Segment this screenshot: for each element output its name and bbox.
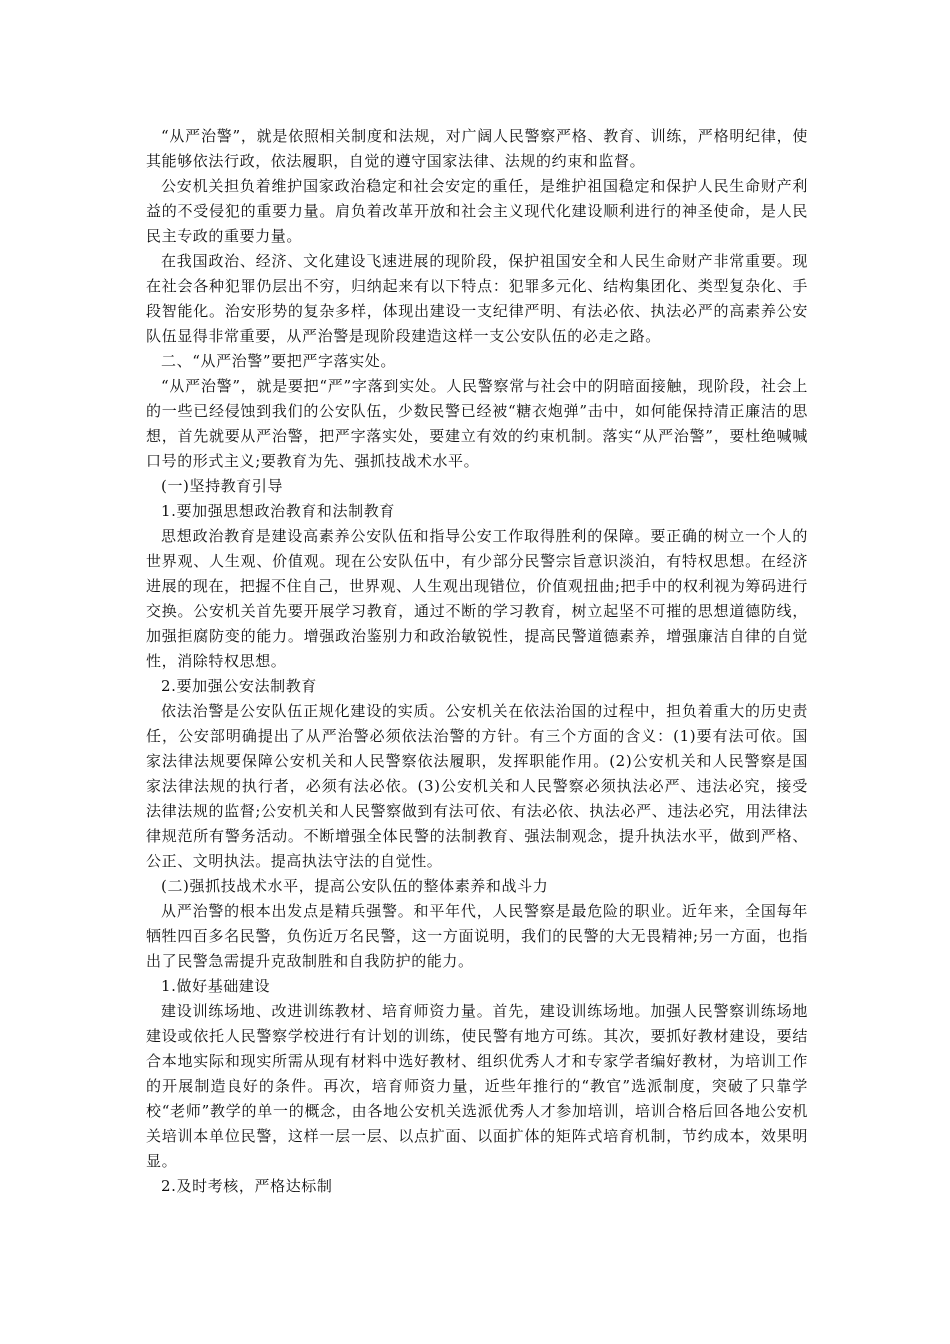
paragraph-strictness: “从严治警”，就是要把“严”字落到实处。人民警察常与社会中的阴暗面接触，现阶段，社会上的一些已经侵蚀到我们的公安队伍，少数民警已经被“糖衣炮弹”击中，如何能保持清正廉洁的思想，首先就要从严治警，把严字落实处，要建立有效的约束机制。落实“从严治警”，要杜绝喊喊口号的形式主义;要教育为先、强抓技战术水平。 — [146, 377, 808, 470]
item-heading-1-2: 2.要加强公安法制教育 — [161, 677, 317, 695]
section-heading-2: 二、“从严治警”要把严字落实处。 — [161, 352, 396, 370]
subsection-heading-2: (二)强抓技战术水平，提高公安队伍的整体素养和战斗力 — [161, 877, 549, 895]
paragraph-political-education: 思想政治教育是建设高素养公安队伍和指导公安工作取得胜利的保障。要正确的树立一个人的世界观、人生观、价值观。现在公安队伍中，有少部分民警宗旨意识淡泊，有特权思想。在经济进展的现在，把握不住自己，世界观、人生观出现错位，价值观扭曲;把手中的权利视为筹码进行交换。公安机关首先要开展学习教育，通过不断的学习教育，树立起坚不可摧的思想道德防线，加强拒腐防变的能力。增强政治鉴别力和政治敏锐性，提高民警道德素养，增强廉洁自律的自觉性，消除特权思想。 — [146, 527, 808, 670]
subsection-heading-1: (一)坚持教育引导 — [161, 477, 284, 495]
item-heading-2-1: 1.做好基础建设 — [161, 977, 271, 995]
paragraph-elite-police: 从严治警的根本出发点是精兵强警。和平年代，人民警察是最危险的职业。近年来，全国每年牺牲四百多名民警，负伤近万名民警，这一方面说明，我们的民警的大无畏精神;另一方面，也指出了民警急需提升克敌制胜和自我防护的能力。 — [146, 902, 808, 970]
item-heading-1-1: 1.要加强思想政治教育和法制教育 — [161, 502, 395, 520]
document-page — [146, 124, 808, 1199]
paragraph-infrastructure: 建设训练场地、改进训练教材、培育师资力量。首先，建设训练场地。加强人民警察训练场地建设或依托人民警察学校进行有计划的训练，使民警有地方可练。其次，要抓好教材建设，要结合本地实际和现实所需从现有材料中选好教材、组织优秀人才和专家学者编好教材，为培训工作的开展制造良好的条件。再次，培育师资力量，近些年推行的“教官”选派制度，突破了只靠学校“老师”教学的单一的概念，由各地公安机关选派优秀人才参加培训，培训合格后回各地公安机关培训本单位民警，这样一层一层、以点扩面、以面扩体的矩阵式培育机制，节约成本，效果明显。 — [146, 1002, 808, 1170]
paragraph-public-security-role: 公安机关担负着维护国家政治稳定和社会安定的重任，是维护祖国稳定和保护人民生命财产利益的不受侵犯的重要力量。肩负着改革开放和社会主义现代化建设顺利进行的神圣使命，是人民民主专政的重要力量。 — [146, 177, 808, 245]
item-heading-2-2: 2.及时考核，严格达标制 — [161, 1177, 333, 1195]
paragraph-current-situation: 在我国政治、经济、文化建设飞速进展的现阶段，保护祖国安全和人民生命财产非常重要。现在社会各种犯罪仍层出不穷，归纳起来有以下特点：犯罪多元化、结构集团化、类型复杂化、手段智能化。治安形势的复杂多样，体现出建设一支纪律严明、有法必依、执法必严的高素养公安队伍显得非常重要，从严治警是现阶段建造这样一支公安队伍的必走之路。 — [146, 252, 808, 345]
paragraph-intro: “从严治警”，就是依照相关制度和法规，对广阔人民警察严格、教育、训练，严格明纪律，使其能够依法行政，依法履职，自觉的遵守国家法律、法规的约束和监督。 — [146, 127, 808, 170]
paragraph-legal-education: 依法治警是公安队伍正规化建设的实质。公安机关在依法治国的过程中，担负着重大的历史责任，公安部明确提出了从严治警必须依法治警的方针。有三个方面的含义：(1)要有法可依。国家法律法规要保障公安机关和人民警察依法履职，发挥职能作用。(2)公安机关和人民警察是国家法律法规的执行者，必须有法必依。(3)公安机关和人民警察必须执法必严、违法必究，接受法律法规的监督;公安机关和人民警察做到有法可依、有法必依、执法必严、违法必究，用法律法律规范所有警务活动。不断增强全体民警的法制教育、强法制观念，提升执法水平，做到严格、公正、文明执法。提高执法守法的自觉性。 — [146, 702, 808, 870]
